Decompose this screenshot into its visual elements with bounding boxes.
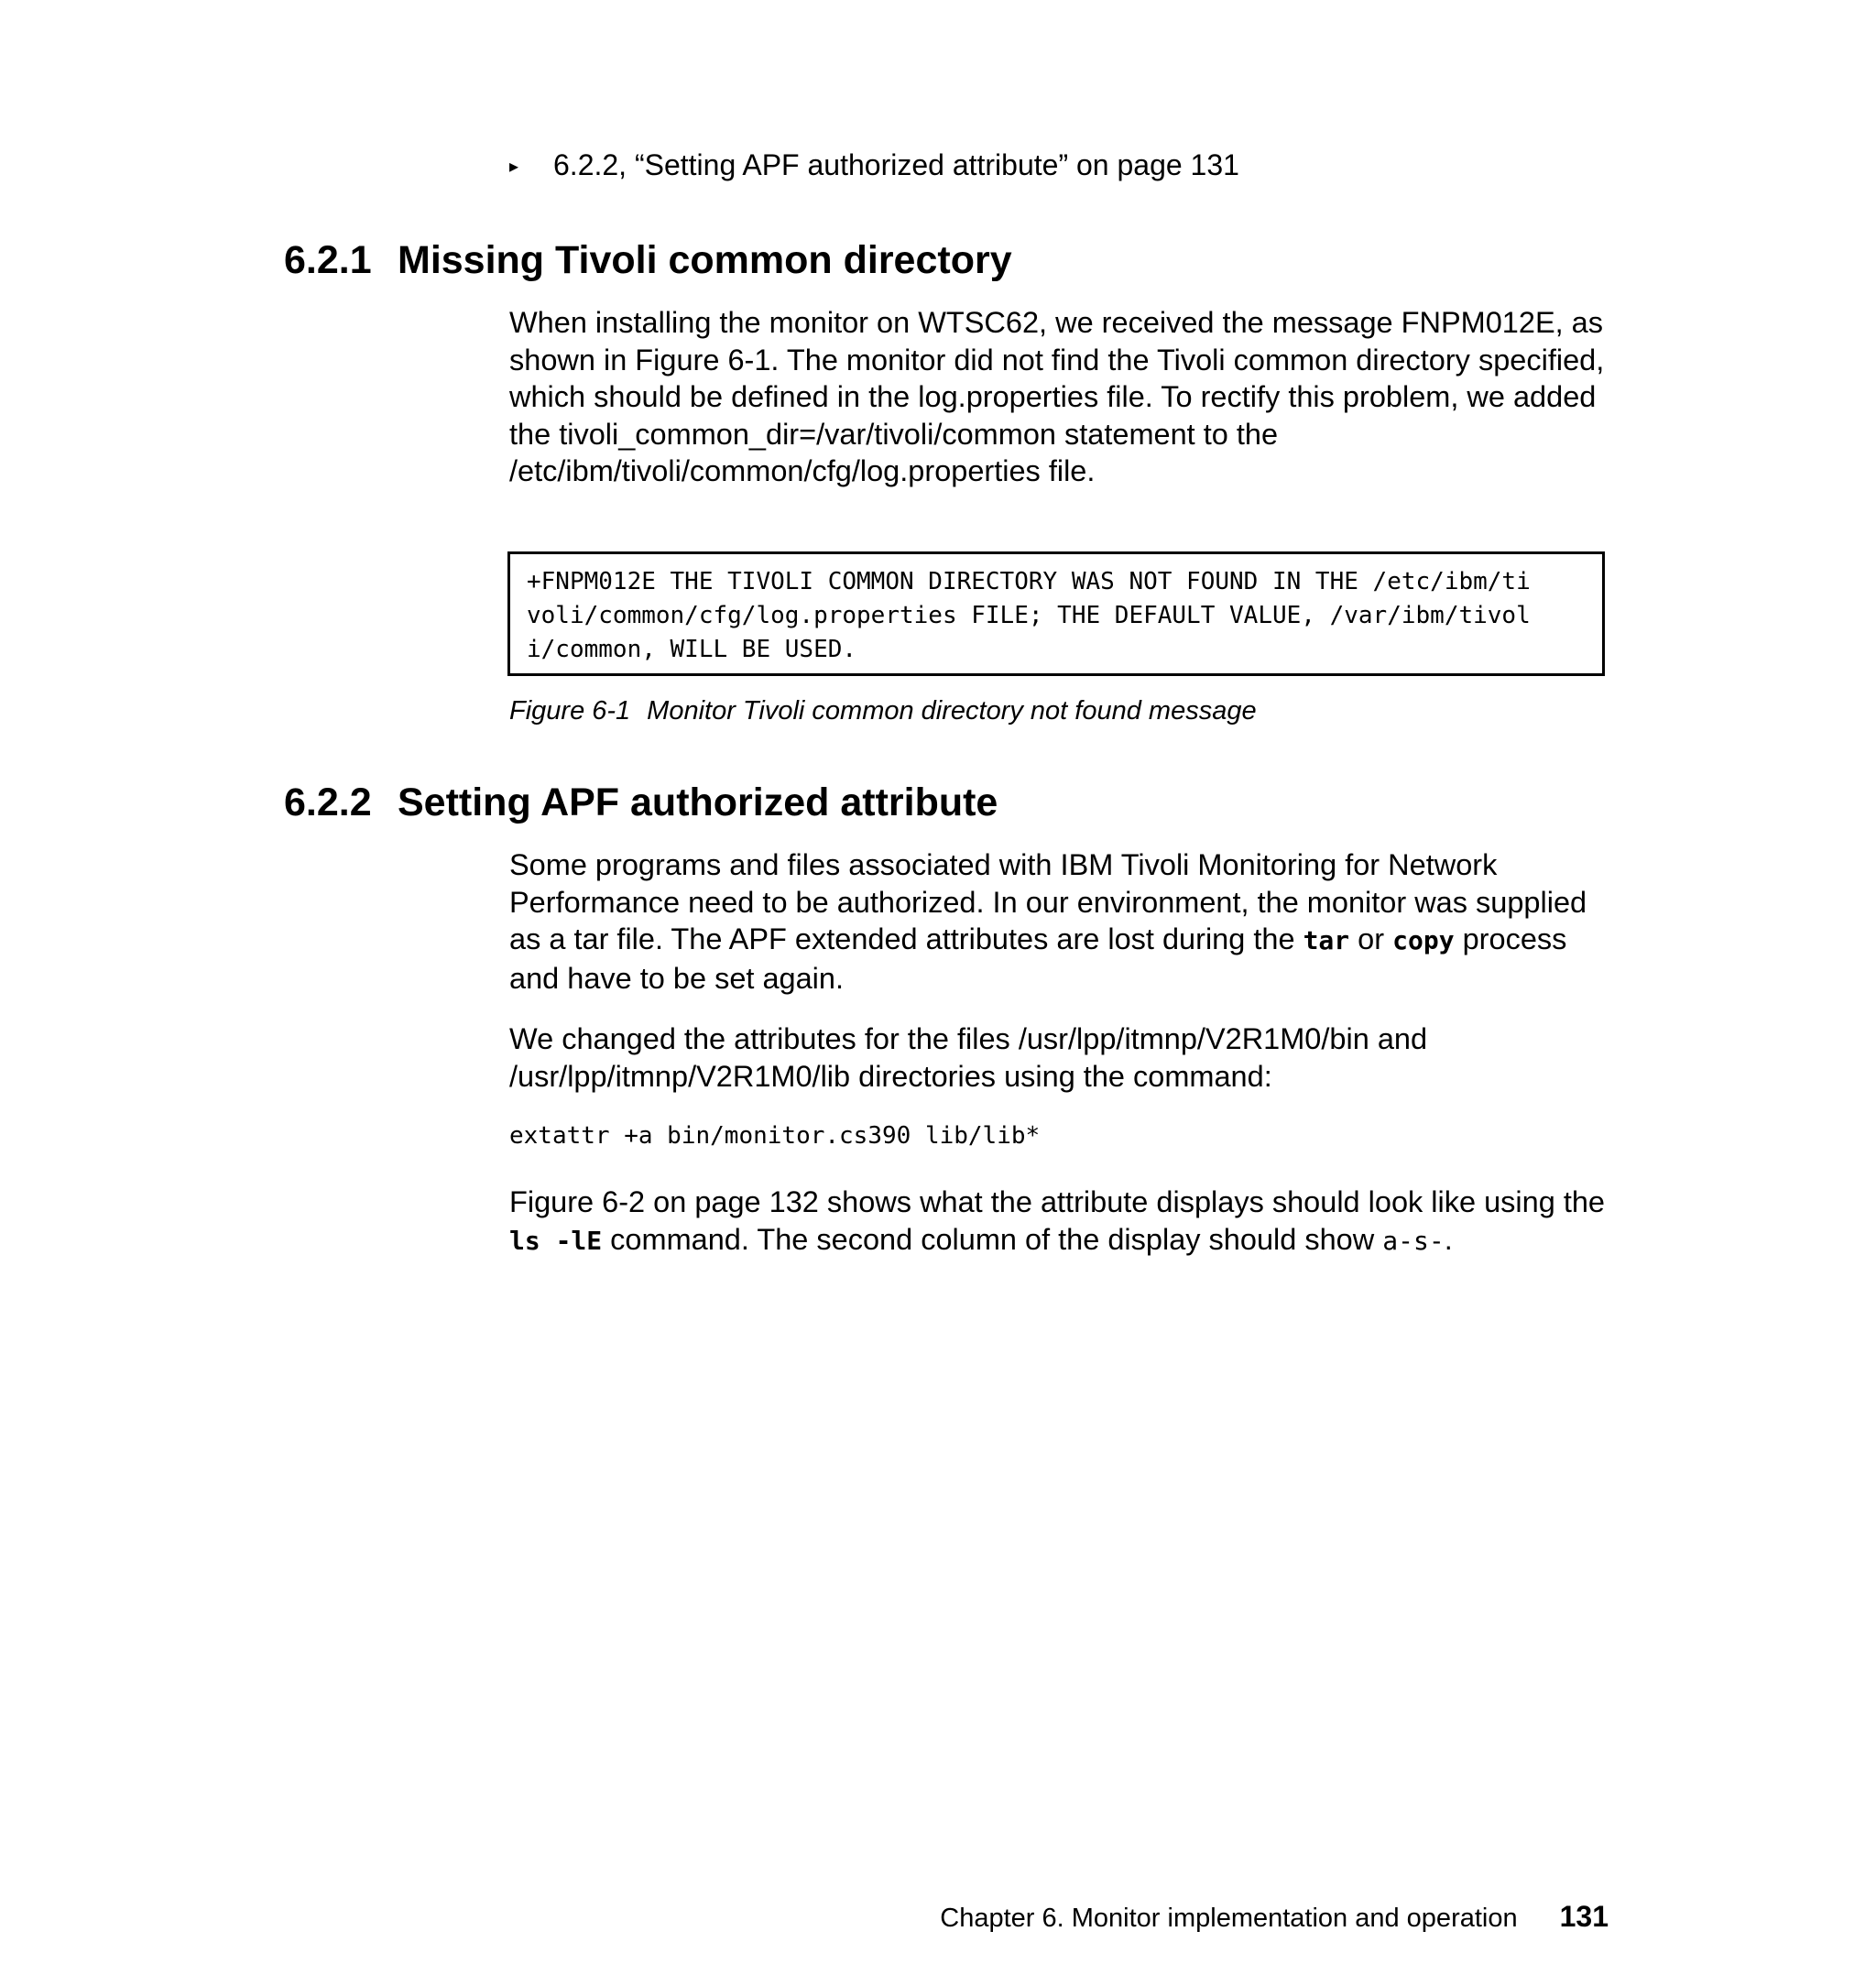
- message-line: i/common, WILL BE USED.: [527, 636, 857, 663]
- section-2-paragraph-2: We changed the attributes for the files /usr/lpp/itmnp/V2R1M0/bin and /usr/lpp/itmnp/V2R1M0/lib directories using the command:: [509, 1022, 1428, 1093]
- copy-command: copy: [1392, 925, 1455, 955]
- paragraph-text: Some programs and files associated with IBM Tivoli Monitoring for Network Performance need to be authorized. In our environment, the monitor was supplied as a tar file. The APF extended attributes are lost during the: [509, 848, 1587, 955]
- toc-bullet-text: 6.2.2, “Setting APF authorized attribute” on page 131: [553, 148, 1239, 181]
- page-number: 131: [1559, 1900, 1609, 1933]
- figure-6-1-message-box: [507, 551, 1605, 676]
- paragraph-text: Figure 6-2 on page 132 shows what the attribute displays should look like using the: [509, 1185, 1606, 1218]
- section-2-paragraph-3: [509, 1184, 1609, 1260]
- chapter-title: Chapter 6. Monitor implementation and operation: [940, 1904, 1518, 1933]
- section-title: Setting APF authorized attribute: [398, 780, 998, 824]
- paragraph-text: .: [1444, 1222, 1453, 1256]
- page-footer: [940, 1898, 1609, 1937]
- attribute-value: a-s-: [1382, 1225, 1445, 1256]
- section-heading-6-2-1: [284, 236, 1012, 284]
- section-number: 6.2.1: [284, 238, 372, 282]
- section-number: 6.2.2: [284, 780, 372, 824]
- extattr-command: extattr +a bin/monitor.cs390 lib/lib*: [509, 1122, 1041, 1150]
- figure-6-1-caption: [509, 693, 1257, 729]
- ls-command: ls -lE: [509, 1225, 603, 1256]
- message-line: voli/common/cfg/log.properties FILE; THE DEFAULT VALUE, /var/ibm/tivol: [527, 602, 1531, 629]
- section-2-paragraph-1: [509, 846, 1609, 997]
- figure-caption-text: Monitor Tivoli common directory not found message: [647, 696, 1257, 726]
- message-line: +FNPM012E THE TIVOLI COMMON DIRECTORY WAS NOT FOUND IN THE /etc/ibm/ti: [527, 568, 1531, 595]
- paragraph-text: command. The second column of the display should show: [602, 1222, 1383, 1256]
- paragraph-text: or: [1349, 922, 1393, 955]
- figure-label: Figure 6-1: [509, 696, 631, 726]
- toc-bullet: [509, 147, 1239, 185]
- triangle-bullet-icon: ▸: [509, 157, 519, 177]
- paragraph-text: process and have to be set again.: [509, 922, 1567, 995]
- section-title: Missing Tivoli common directory: [398, 238, 1012, 282]
- tar-command: tar: [1303, 925, 1350, 955]
- section-1-paragraph: When installing the monitor on WTSC62, we received the message FNPM012E, as shown in Figure 6-1. The monitor did not find the Tivoli common directory specified, which should be defined in the log.properties file. To rectify this problem, we added the tivoli_common_dir=/var/tivoli/common statement to the /etc/ibm/tivoli/common/cfg/log.properties file.: [509, 306, 1605, 487]
- section-heading-6-2-2: [284, 779, 998, 826]
